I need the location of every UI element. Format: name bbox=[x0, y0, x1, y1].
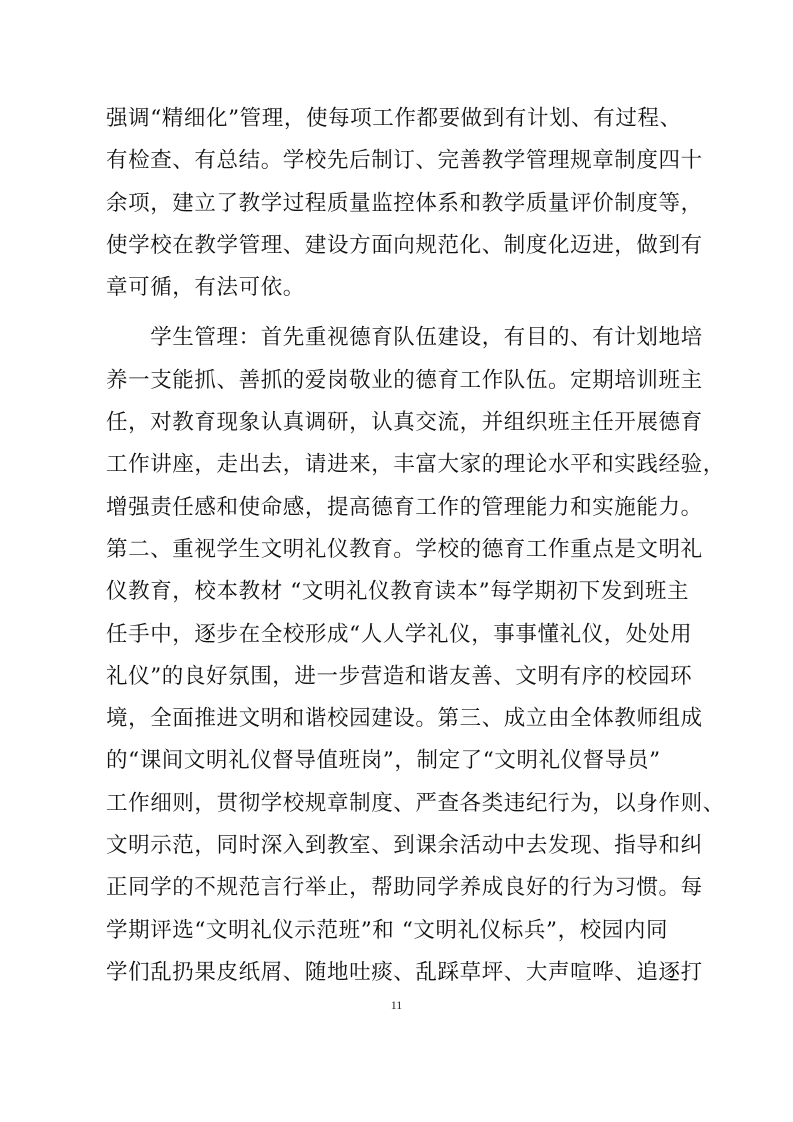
text-line: 养一支能抓、善抓的爱岗敬业的德育工作队伍。定期培训班主 bbox=[106, 367, 703, 393]
text-line: 章可循，有法可依。 bbox=[106, 275, 305, 301]
text-line: 任，对教育现象认真调研，认真交流，并组织班主任开展德育 bbox=[106, 410, 703, 436]
text-line: 礼仪”的良好氛围，进一步营造和谐友善、文明有序的校园环 bbox=[106, 663, 693, 689]
body-text bbox=[106, 98, 725, 994]
text-line: 仪教育，校本教材 “文明礼仪教育读本”每学期初下发到班主 bbox=[106, 579, 690, 605]
paragraph-2 bbox=[106, 317, 725, 994]
paragraph-gap bbox=[106, 309, 706, 317]
text-line: 的“课间文明礼仪督导值班岗”，制定了“文明礼仪督导员” bbox=[106, 748, 661, 774]
text-line: 第二、重视学生文明礼仪教育。学校的德育工作重点是文明礼 bbox=[106, 536, 703, 562]
text-line: 余项，建立了教学过程质量监控体系和教学质量评价制度等， bbox=[106, 190, 703, 216]
page-number: 11 bbox=[390, 998, 403, 1012]
text-line: 文明示范，同时深入到教室、到课余活动中去发现、指导和纠 bbox=[106, 833, 703, 859]
text-line: 任手中，逐步在全校形成“人人学礼仪，事事懂礼仪，处处用 bbox=[106, 621, 693, 647]
text-line: 正同学的不规范言行举止，帮助同学养成良好的行为习惯。每 bbox=[106, 875, 703, 901]
text-line: 增强责任感和使命感，提高德育工作的管理能力和实施能力。 bbox=[106, 494, 703, 520]
text-line: 使学校在教学管理、建设方面向规范化、制度化迈进，做到有 bbox=[106, 232, 703, 258]
text-line: 工作细则，贯彻学校规章制度、严查各类违纪行为，以身作则、 bbox=[106, 790, 725, 816]
text-line: 学生管理：首先重视德育队伍建设，有目的、有计划地培 bbox=[106, 325, 703, 351]
text-line: 有检查、有总结。学校先后制订、完善教学管理规章制度四十 bbox=[106, 148, 703, 174]
text-line: 学期评选“文明礼仪示范班”和 “文明礼仪标兵”，校园内同 bbox=[106, 917, 669, 943]
text-line: 工作讲座，走出去，请进来，丰富大家的理论水平和实践经验， bbox=[106, 452, 725, 478]
text-line: 强调“精细化”管理，使每项工作都要做到有计划、有过程、 bbox=[106, 106, 682, 131]
text-line: 学们乱扔果皮纸屑、随地吐痰、乱踩草坪、大声喧哗、追逐打 bbox=[106, 959, 703, 985]
paragraph-1 bbox=[106, 98, 706, 309]
text-line: 境，全面推进文明和谐校园建设。第三、成立由全体教师组成 bbox=[106, 706, 703, 732]
